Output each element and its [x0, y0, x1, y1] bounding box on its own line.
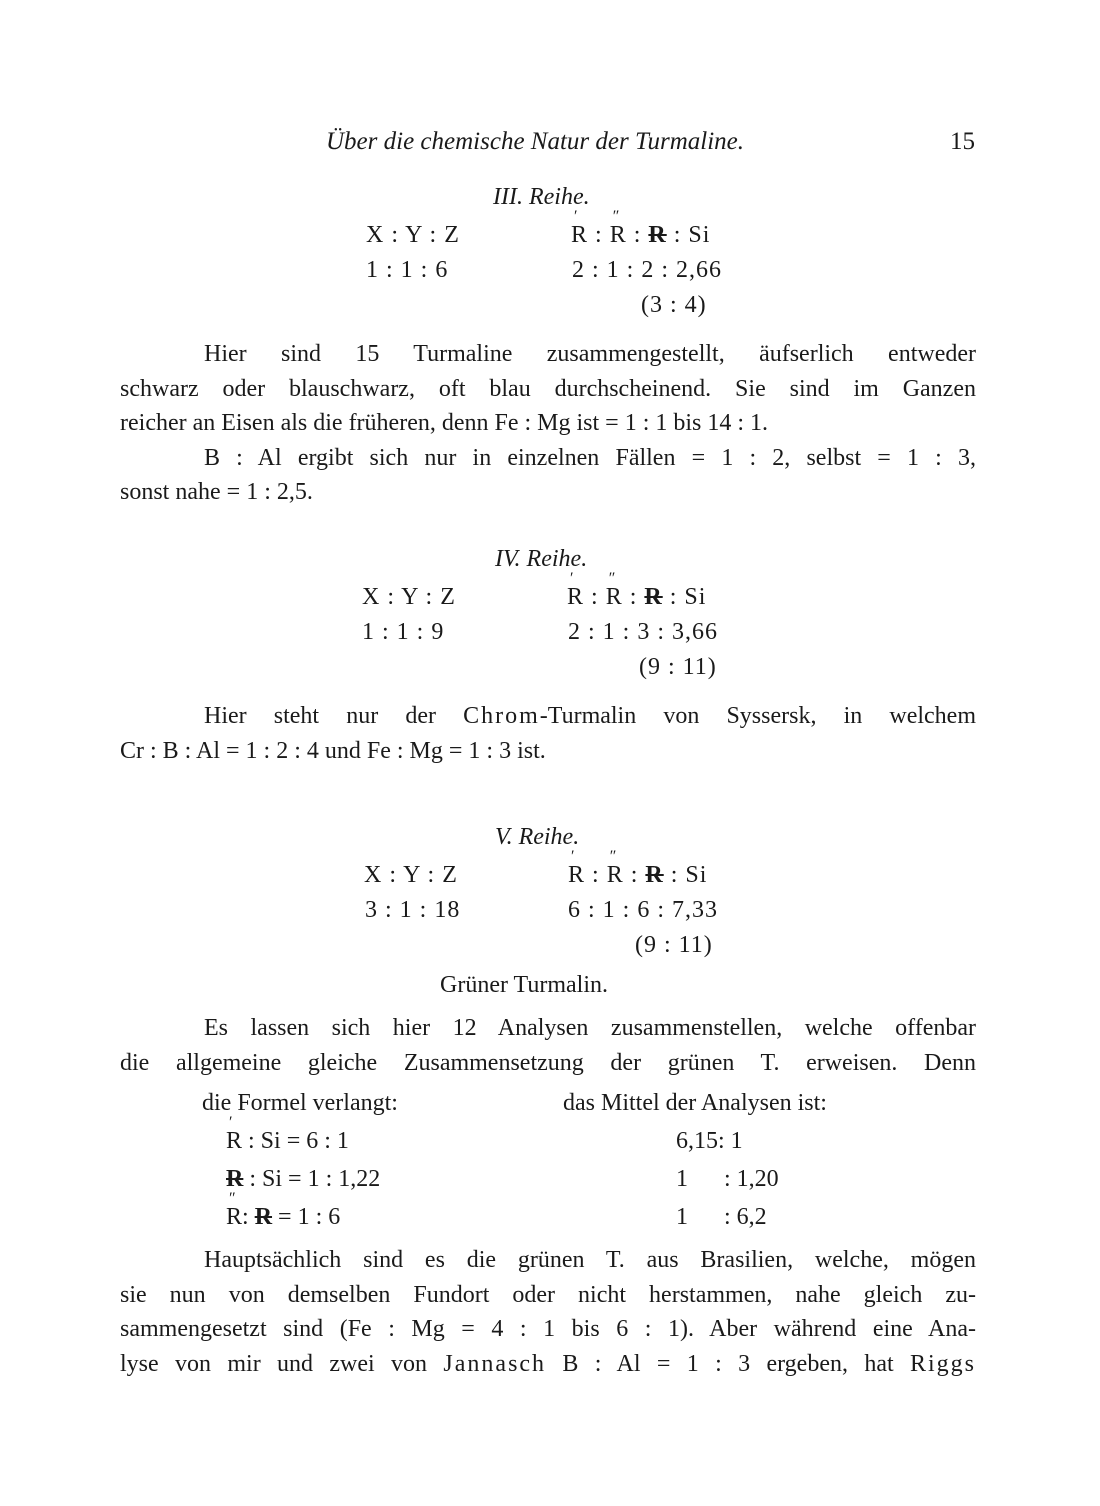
paragraph-line: Cr : B : Al = 1 : 2 : 4 und Fe : Mg = 1 : 3 ist.: [120, 737, 546, 764]
paragraph-line: Es lassen sich hier 12 Analysen zusammenstellen, welche offenbar: [204, 1015, 976, 1041]
r-single-prime-symbol: R ′: [226, 1114, 243, 1154]
page-number: 15: [950, 128, 975, 155]
reihe-3-xyz-values: 1 : 1 : 6: [366, 257, 449, 283]
r-double-prime-symbol: R ″: [226, 1190, 243, 1230]
reihe-5-r-label: R ′ : R ″ : R : Si: [568, 848, 708, 888]
paragraph-5: [120, 1243, 976, 1381]
reihe-3-ratio: (3 : 4): [641, 292, 707, 318]
r-triple-symbol: R: [648, 222, 667, 248]
r-double-prime-symbol: R ″: [606, 848, 624, 888]
paragraph-line: schwarz oder blauschwarz, oft blau durchscheinend. Sie sind im Ganzen: [120, 375, 976, 402]
reihe-3-xyz-label: X : Y : Z: [366, 222, 460, 248]
comparison-row-right: 1 : 1,20: [676, 1166, 779, 1192]
paragraph-line: sammengesetzt sind (Fe : Mg = 4 : 1 bis 6 : 1). Aber während eine Ana-: [120, 1316, 976, 1342]
paragraph-line: die allgemeine gleiche Zusammensetzung der grünen T. erweisen. Denn: [120, 1049, 976, 1076]
paragraph-line: reicher an Eisen als die früheren, denn Fe : Mg ist = 1 : 1 bis 14 : 1.: [120, 410, 769, 436]
reihe-5-xyz-label: X : Y : Z: [364, 862, 458, 888]
paragraph-line: sonst nahe = 1 : 2,5.: [120, 479, 313, 505]
reihe-4-xyz-values: 1 : 1 : 9: [362, 619, 445, 645]
r-single-prime-symbol: R ′: [571, 208, 589, 248]
r-double-prime-symbol: R ″: [605, 570, 623, 610]
paragraph-line: lyse von mir und zwei von Jannasch B : Al = 1 : 3 ergeben, hat Riggs: [120, 1350, 977, 1377]
running-title: Über die chemische Natur der Turmaline.: [326, 128, 745, 155]
reihe-4-xyz-label: X : Y : Z: [362, 584, 456, 610]
r-triple-symbol: R: [644, 584, 663, 610]
comparison-left-header: die Formel verlangt:: [202, 1090, 398, 1116]
r-single-prime-symbol: R ′: [568, 848, 586, 888]
reihe-5-subtitle: Grüner Turmalin.: [440, 972, 608, 998]
comparison-right-header: das Mittel der Analysen ist:: [563, 1090, 827, 1116]
comparison-row-right: 1 : 6,2: [676, 1204, 767, 1230]
paragraph-1: [120, 337, 976, 510]
reihe-5-ratio: (9 : 11): [635, 932, 713, 958]
reihe-3-title: III. Reihe.: [493, 184, 590, 210]
paragraph-line: Hier steht nur der Chrom-Turmalin von Syssersk, in welchem: [204, 703, 977, 729]
paragraph-4: [120, 1011, 976, 1080]
reihe-4-r-values: 2 : 1 : 3 : 3,66: [568, 619, 719, 645]
reihe-3-r-values: 2 : 1 : 2 : 2,66: [572, 257, 723, 283]
reihe-5-xyz-values: 3 : 1 : 18: [365, 897, 461, 923]
comparison-row-left: R ″ : R = 1 : 6: [226, 1190, 341, 1230]
reihe-4-title: IV. Reihe.: [495, 546, 588, 572]
paragraph-line: B : Al ergibt sich nur in einzelnen Fällen = 1 : 2, selbst = 1 : 3,: [204, 444, 976, 471]
r-triple-symbol: R: [645, 862, 664, 888]
reihe-4-ratio: (9 : 11): [639, 654, 717, 680]
reihe-3-r-label: R ′ : R ″ : R : Si: [571, 208, 711, 248]
r-double-prime-symbol: R ″: [609, 208, 627, 248]
r-single-prime-symbol: R ′: [567, 570, 585, 610]
r-triple-symbol: R: [226, 1166, 244, 1192]
reihe-4-r-label: R ′ : R ″ : R : Si: [567, 570, 707, 610]
paragraph-line: Hier sind 15 Turmaline zusammengestellt, äufserlich entweder: [204, 341, 976, 367]
paragraph-line: Hauptsächlich sind es die grünen T. aus Brasilien, welche, mögen: [204, 1247, 976, 1273]
reihe-5-title: V. Reihe.: [495, 824, 580, 850]
paragraph-3: [120, 699, 976, 768]
comparison-row-left: R ′ : Si = 6 : 1: [226, 1114, 349, 1154]
paragraph-line: sie nun von demselben Fundort oder nicht herstammen, nahe gleich zu-: [120, 1281, 976, 1308]
r-triple-symbol: R: [254, 1204, 273, 1230]
comparison-row-right: 6,15: 1: [676, 1128, 743, 1154]
reihe-5-r-values: 6 : 1 : 6 : 7,33: [568, 897, 719, 923]
comparison-row-left: R : Si = 1 : 1,22: [226, 1166, 381, 1192]
